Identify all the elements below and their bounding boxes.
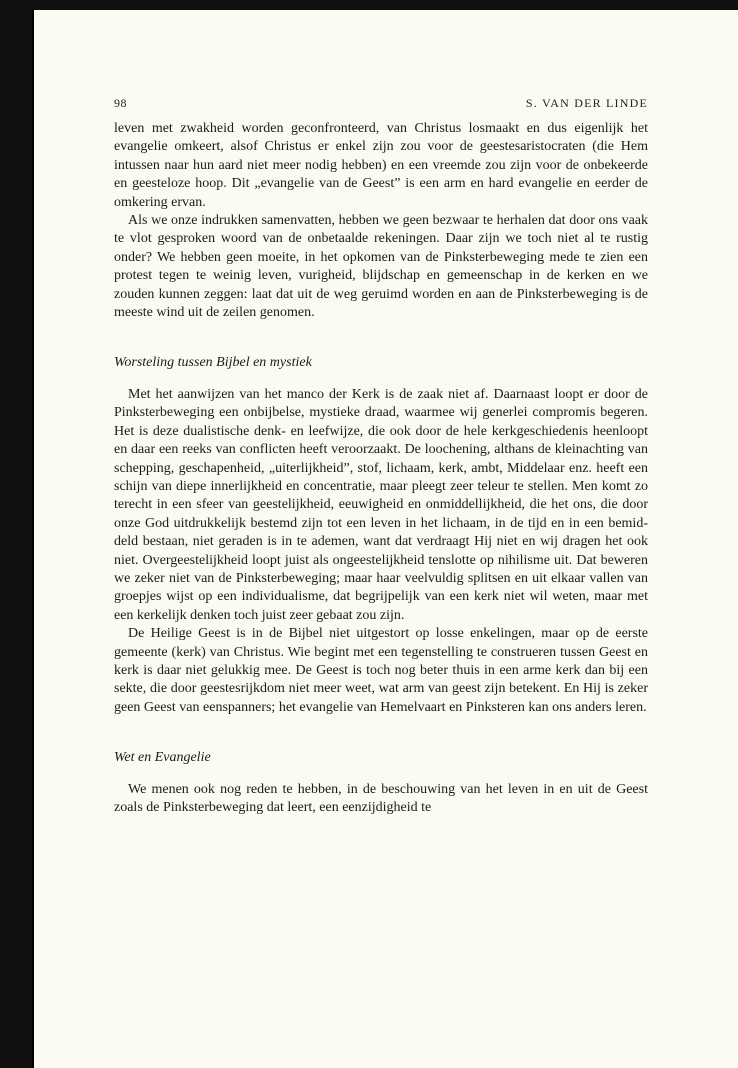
section-heading: Wet en Evangelie (114, 750, 211, 766)
page-number: 98 (114, 96, 127, 110)
page-header (114, 96, 648, 114)
body-text (114, 120, 648, 817)
section-heading: Worsteling tussen Bijbel en mystiek (114, 355, 312, 371)
paragraph: leven met zwakheid worden geconfronteerd, van Christus losmaakt en dus eigenlijk het evangelie omkeert, alsof Christus er enkel zijn zou voor de geestesaristocraten (die Hem intussen naar hun aard niet meer nodig hebben) en een vreemde zou zijn voor de onbekeerde en geesteloze hoop. Dit „evangelie van de Geest” is een arm en hard evangelie en eerder de omkering ervan. (114, 121, 648, 210)
paragraph: De Heilige Geest is in de Bijbel niet uitgestort op losse enkelingen, maar op de eerste gemeente (kerk) van Christus. Wie begint met een tegenstelling te construeren tussen Geest en kerk is daar niet gelukkig mee. De Geest is toch nog beter thuis in een arme kerk dan bij een sekte, die door geestesrijkdom niet meer weet, wat arm van geest zijn betekent. En Hij is zeker geen Geest van eenspanners; het evangelie van Hemelvaart en Pinksteren kan ons anders leren. (114, 626, 648, 715)
paragraph: We menen ook nog reden te hebben, in de beschouwing van het leven in en uit de Geest zoals de Pinksterbeweging dat leert, een eenzijdigheid te (114, 781, 648, 815)
running-head: S. VAN DER LINDE (525, 96, 648, 110)
paragraph: Met het aanwijzen van het manco der Kerk is de zaak niet af. Daarnaast loopt er door de Pinksterbeweging een onbijbelse, mystieke draad, waarmee wij generlei compromis begeren. Het is deze dualistische denk- en leefwijze, die ook door de hele kerkgeschiedenis heenloopt en daar een reeks van conflicten heeft veroorzaakt. De loochening, althans de kleinachting van schepping, geschapenheid, „uiterlijkheid”, stof, lichaam, kerk, ambt, Middelaar enz. heeft een schijn van diepe innerlijkheid en concentratie, maar pleegt zeer teleur te stellen. Men komt zo terecht in een sfeer van geestelijkheid, eeuwigheid en onmiddellijkheid, die het ons, die door onze God uitdrukkelijk bestemd zijn tot een leven in het lichaam, in de tijd en in een bemiddeld bestaan, niet geraden is in te ademen, want dat verdraagt Hij niet en wij dragen het ook niet. Overgeestelijkheid loopt juist als ongeestelijkheid tenslotte op nihilisme uit. Dat beweren we zeker niet van de Pinksterbeweging; maar haar veelvuldig splitsen en uit elkaar vallen van groepjes wijst op een individualisme, dat begrijpelijk van een kerk niet wil weten, maar met een kerkelijk denken toch juist zeer gebaat zou zijn. (114, 386, 648, 623)
paragraph: Als we onze indrukken samenvatten, hebben we geen bezwaar te herhalen dat door ons vaak te vlot gesproken woord van de onbetaalde rekeningen. Daar zijn we toch niet al te rustig onder? We hebben geen moeite, in het opkomen van de Pinksterbeweging mede te zien een protest tegen te weinig leven, vurigheid, blijdschap en gemeenschap in de kerken en we zouden kunnen zeggen: laat dat uit de weg geruimd worden en aan de Pinksterbeweging is de meeste wind uit de zeilen genomen. (114, 213, 648, 321)
